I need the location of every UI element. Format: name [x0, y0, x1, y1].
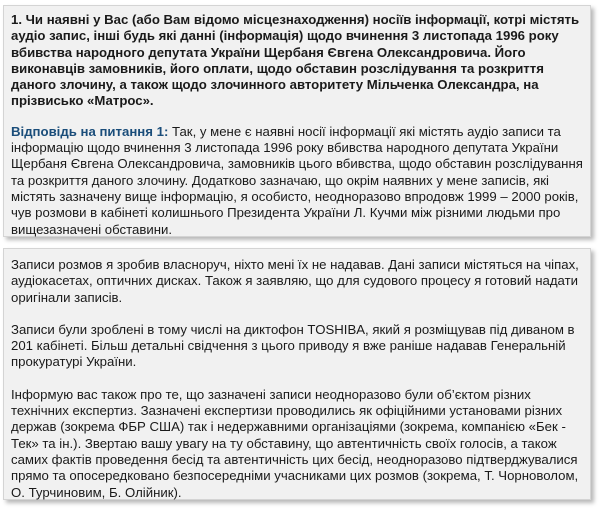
answer-text: Так, у мене є наявні носії інформації які містять аудіо записи та інформацію щодо вчинення 3 листопада 1996 року вбивства народного депутата України Щербаня Євгена Олександровича, замовників цього вбивства, щодо обставин розслідування та розкриття даного злочину. Додатково зазначаю, що окрім наявних у мене записів, які містять зазначену вище інформацію, я особисто, неодноразово впродовж 1999 – 2000 років, чув розмови в кабінеті колишнього Президента України Л. Кучми між різними людьми про вищезазначені обставини. — [11, 123, 583, 237]
spacer — [11, 371, 583, 387]
question-text: 1. Чи наявні у Вас (або Вам відомо місцезнаходження) носіїв інформації, котрі містять аудіо запис, інші будь які данні (інформація) щодо вчинення 3 листопада 1996 року вбивства народного депутата України Щербаня Євгена Олександровича. Його виконавців замовників, його оплати, щодо обставин розслідування та розкриття даного злочину, а також щодо злочинного авторитету Мільченка Олександра, на прізвисько «Матрос». — [11, 12, 580, 109]
continuation-paragraph-1: Записи розмов я зробив власноруч, ніхто мені їх не надавав. Дані записи містяться на чіпах, аудіокасетах, оптичних дисках. Також я заявляю, що для судового процесу я готовий надати оригінали записів. — [11, 257, 579, 305]
continuation-paragraph-2: Записи були зроблені в тому числі на диктофон TOSHIBA, який я розміщував під диваном в 201 кабінеті. Більш детальні свідчення з цього приводу я вже раніше надавав Генеральній прокуратурі України. — [11, 321, 575, 370]
answer-paragraph — [11, 124, 583, 238]
answer-label: Відповідь на питання 1: — [11, 123, 169, 139]
question-answer-card — [3, 5, 591, 237]
spacer — [11, 306, 583, 322]
spacer — [11, 110, 583, 124]
continuation-card — [3, 248, 591, 500]
continuation-paragraph-3: Інформую вас також про те, що зазначені записи неодноразово були об’єктом різних технічних експертиз. Зазначені експертизи проводились як офіційними установами різних держав (зокрема ФБР США) так і недержавними організаціями (зокрема, компанією «Бек - Тек» та ін.). Звертаю вашу увагу на ту обставину, що автентичність своїх голосів, а також самих фактів проведення бесід та автентичність цих бесід, неодноразово підтверджувалися прямо та опосередковано безпосередніми учасниками цих розмов (зокрема, Т. Чорноволом, О. Турчиновим, Б. Олійник). — [11, 386, 579, 500]
